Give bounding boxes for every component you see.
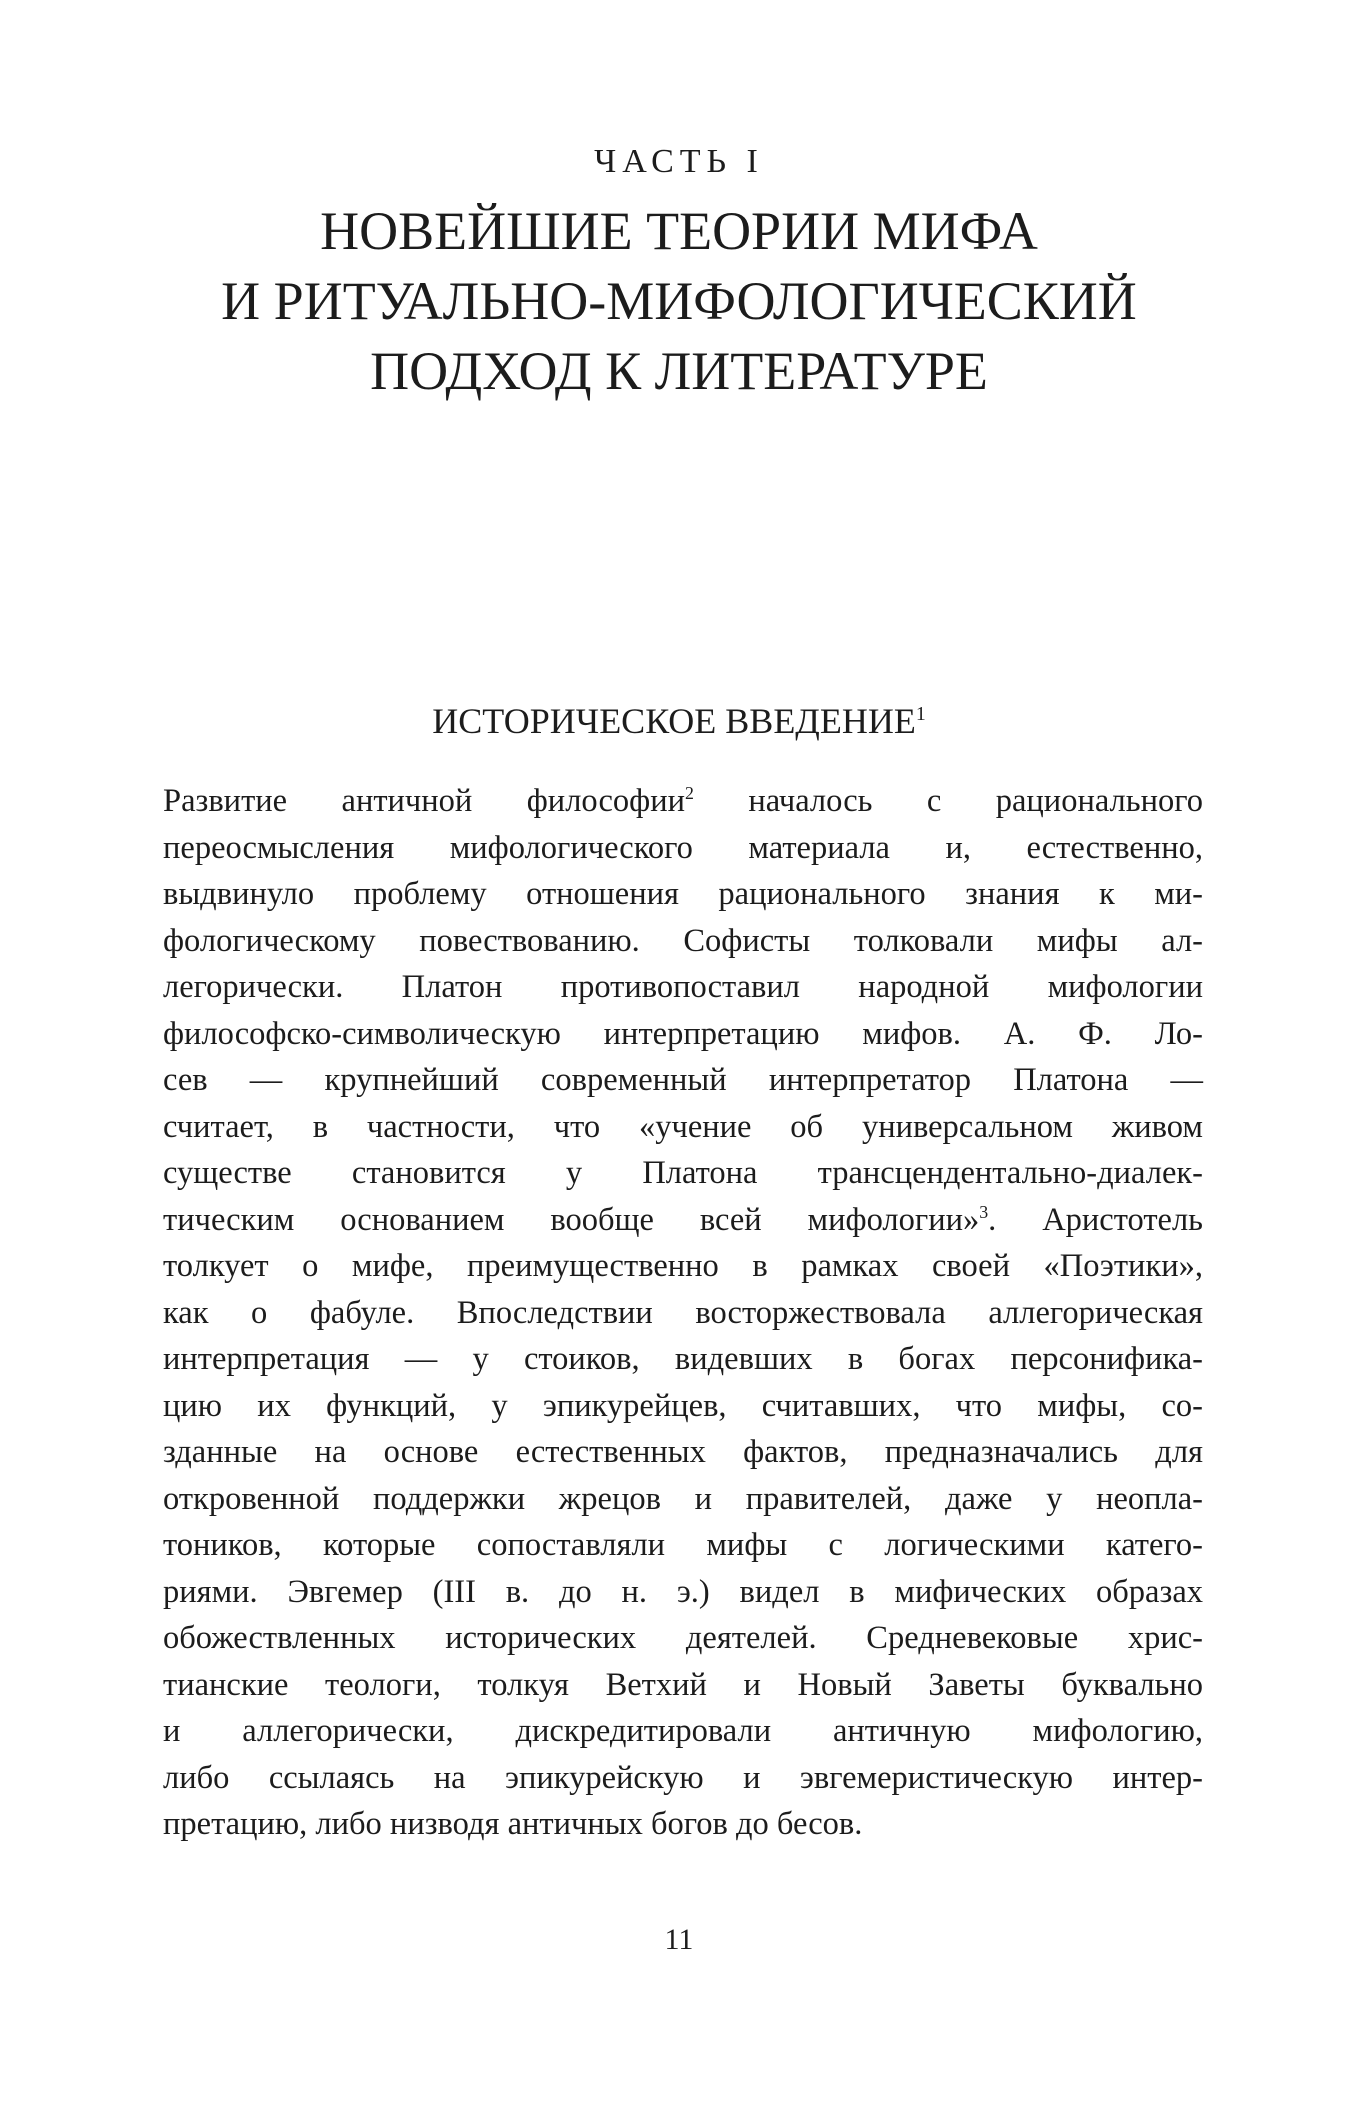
text-line: либо ссылаясь на эпикурейскую и эвгемеристическую интер- [163,1759,1203,1796]
text-line: обожествленных исторических деятелей. Средневековые хрис- [163,1620,1203,1656]
text-line: переосмысления мифологического материала и, естественно, [163,829,1203,866]
text-line: считает, в частности, что «учение об универсальном живом [163,1108,1203,1145]
text-segment: тическим основанием вообще всей мифологии» [163,1201,980,1238]
text-line: как о фабуле. Впоследствии восторжествовала аллегорическая [163,1294,1203,1331]
text-segment: началось с рационального [693,783,1204,819]
text-line: откровенной поддержки жрецов и правителей, даже у неопла- [163,1480,1203,1517]
text-line: зданные на основе естественных фактов, предназначались для [163,1434,1203,1470]
part-title-line: ПОДХОД К ЛИТЕРАТУРЕ [370,341,988,401]
text-line: интерпретация — у стоиков, видевших в богах персонифика- [163,1341,1203,1377]
body-paragraph [163,778,1203,1848]
part-title-line: И РИТУАЛЬНО-МИФОЛОГИЧЕСКИЙ [221,271,1137,331]
text-line: философско-символическую интерпретацию мифов. А. Ф. Ло- [163,1015,1203,1052]
text-line: легорически. Платон противопоставил народной мифологии [163,969,1203,1005]
text-line: претацию, либо низводя античных богов до бесов. [163,1806,863,1842]
text-line: цию их функций, у эпикурейцев, считавших, что мифы, со- [163,1387,1203,1424]
footnote-ref[interactable]: 2 [685,783,694,804]
text-segment: Развитие античной философии [163,783,685,819]
text-segment: . Аристотель [988,1201,1203,1238]
text-line: сев — крупнейший современный интерпретатор Платона — [163,1062,1203,1098]
page-number: 11 [664,1923,694,1956]
part-title-line: НОВЕЙШИЕ ТЕОРИИ МИФА [320,201,1038,261]
text-line: толкует о мифе, преимущественно в рамках своей «Поэтики», [163,1248,1203,1284]
text-line: фологическому повествованию. Софисты толковали мифы ал- [163,922,1203,959]
text-line [163,778,1203,825]
section-title-text: ИСТОРИЧЕСКОЕ ВВЕДЕНИЕ [432,701,916,741]
text-line: тианские теологи, толкуя Ветхий и Новый Заветы буквально [163,1666,1203,1703]
text-line: тоников, которые сопоставляли мифы с логическими катего- [163,1527,1203,1563]
part-label: ЧАСТЬ I [594,143,764,180]
part-title [150,196,1208,406]
text-line: выдвинуло проблему отношения рационального знания к ми- [163,876,1203,912]
footnote-ref[interactable]: 3 [979,1201,989,1222]
text-line: существе становится у Платона трансцендентально-диалек- [163,1155,1203,1191]
text-line [163,1197,1203,1244]
text-line: и аллегорически, дискредитировали античную мифологию, [163,1713,1203,1749]
footnote-ref[interactable]: 1 [915,703,926,725]
text-line: риями. Эвгемер (III в. до н. э.) видел в мифических образах [163,1573,1203,1610]
section-title [150,696,1208,746]
